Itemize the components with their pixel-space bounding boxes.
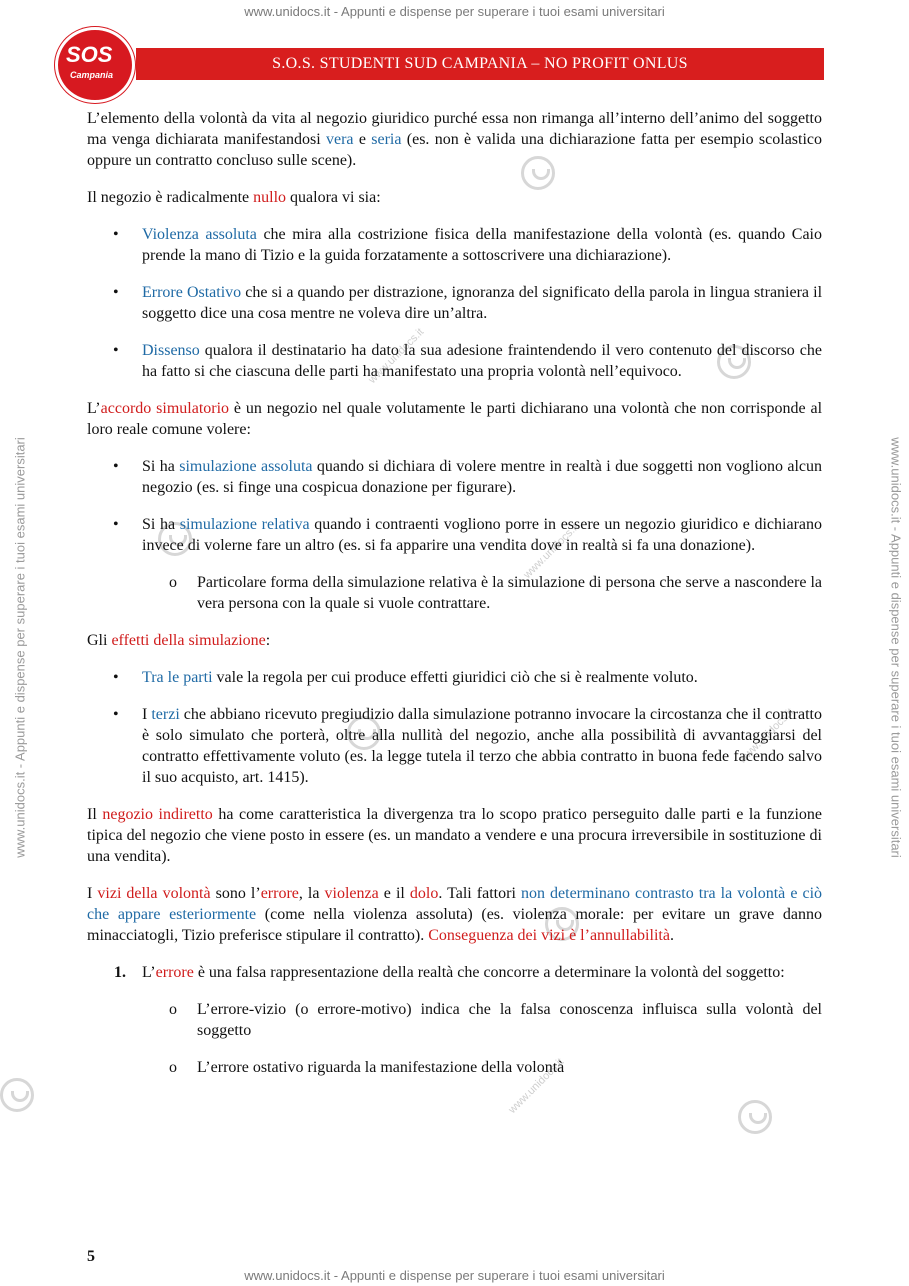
term-nullo: nullo xyxy=(253,189,287,206)
bullet-icon: • xyxy=(113,706,119,723)
term: simulazione relativa xyxy=(179,516,310,533)
sos-logo xyxy=(55,27,135,103)
text: L’errore-vizio (o errore-motivo) indica che la falsa conoscenza influisca sulla volontà del soggetto xyxy=(197,1001,822,1039)
text: che abbiano ricevuto pregiudizio dalla simulazione potranno invocare la circostanza che il contratto è solo simulato che porterà, oltre alla nullità del negozio, anche alla possibilità di avvantaggiarsi del contratto effettivamente voluto (es. la legge tutela il terzo che abbia contratto in buona fede facendo salvo il suo acquisto, art. 1415). xyxy=(142,706,823,786)
term-vizi: vizi della volontà xyxy=(97,885,211,902)
text: è un negozio nel quale volutamente le parti dichiarano una volontà che non corrisponde al loro reale comune volere: xyxy=(87,400,823,438)
text: sono l’ xyxy=(210,885,261,902)
unidocs-watermark-icon xyxy=(0,1078,34,1112)
effects-list xyxy=(87,667,822,788)
text: e il xyxy=(378,885,410,902)
watermark-diagonal: www.unidocs.it xyxy=(366,326,427,386)
text: I xyxy=(87,885,98,902)
watermark-right: www.unidocs.it - Appunti e dispense per superare i tuoi esami universitari xyxy=(888,437,904,858)
sub-list-item xyxy=(87,999,822,1041)
term: Violenza assoluta xyxy=(142,226,257,243)
bullet-icon: • xyxy=(113,516,119,533)
bullet-icon: • xyxy=(113,669,119,686)
text: vale la regola per cui produce effetti giuridici ciò che si è realmente voluto. xyxy=(212,669,698,686)
text: . Tali fattori xyxy=(438,885,521,902)
text: ha come caratteristica la divergenza tra lo scopo pratico perseguito dalle parti e la funzione tipica del negozio che viene posto in essere (es. un mandato a vendere e una procura irreversibile in sostituzione di una vendita). xyxy=(87,806,822,865)
text: che si a quando per distrazione, ignoranza del significato della parola in lingua straniera il soggetto dice una cosa mentre ne voleva dire un’altra. xyxy=(142,284,823,322)
simulation-list xyxy=(87,456,822,614)
circle-bullet-icon: o xyxy=(169,574,177,591)
highlight-text: non determinano contrasto tra la volontà e ciò che appare esteriormente xyxy=(87,885,823,923)
text: (come nella violenza assoluta) (es. violenza morale: per evitare un grave danno minacciatogli, Tizio preferisce stipulare il contratto). xyxy=(87,906,822,944)
list-item xyxy=(87,667,822,688)
header-banner: S.O.S. STUDENTI SUD CAMPANIA – NO PROFIT ONLUS xyxy=(136,48,824,80)
unidocs-watermark-icon xyxy=(738,1100,772,1134)
list-number: 1. xyxy=(114,964,126,981)
bullet-icon: • xyxy=(113,342,119,359)
term-violenza: violenza xyxy=(324,885,379,902)
text: , la xyxy=(298,885,325,902)
document-body xyxy=(87,108,822,1094)
text: Il negozio è radicalmente xyxy=(87,189,254,206)
paragraph-volonta xyxy=(87,108,822,171)
paragraph-effetti xyxy=(87,630,822,651)
term-effetti: effetti della simulazione xyxy=(111,632,266,649)
bullet-icon: • xyxy=(113,458,119,475)
page-number: 5 xyxy=(87,1248,95,1265)
term: Tra le parti xyxy=(142,669,213,686)
bullet-icon: • xyxy=(113,226,119,243)
text: L’ xyxy=(142,964,156,981)
term-errore: errore xyxy=(260,885,299,902)
text: L’ xyxy=(87,400,101,417)
term: simulazione assoluta xyxy=(179,458,313,475)
list-item xyxy=(87,282,822,324)
nullity-list xyxy=(87,224,822,382)
term-accordo-simulatorio: accordo simulatorio xyxy=(100,400,230,417)
text: Il xyxy=(87,806,103,823)
text: qualora vi sia: xyxy=(286,189,381,206)
logo-subtext: Campania xyxy=(70,70,114,80)
text: L’errore ostativo riguarda la manifestazione della volontà xyxy=(197,1059,565,1076)
paragraph-accordo xyxy=(87,398,822,440)
text: quando i contraenti vogliono porre in essere un negozio giuridico e dichiarano invece di volerne fare un altro (es. si fa apparire una vendita dove in realtà si fa una donazione). xyxy=(142,516,822,554)
text: . xyxy=(669,927,674,944)
text: : xyxy=(265,632,271,649)
watermark-left: www.unidocs.it - Appunti e dispense per superare i tuoi esami universitari xyxy=(12,437,28,858)
term: terzi xyxy=(151,706,180,723)
watermark-diagonal: www.unidocs.it xyxy=(506,1056,567,1116)
text: Particolare forma della simulazione relativa è la simulazione di persona che serve a nascondere la vera persona con la quale si vuole contrattare. xyxy=(197,574,822,612)
paragraph-nullo xyxy=(87,187,822,208)
term-seria: seria xyxy=(371,131,402,148)
text: Si ha xyxy=(142,516,180,533)
text: L’elemento della volontà da vita al negozio giuridico purché essa non rimanga all’interno dell’animo del soggetto ma venga dichiarata manifestandosi xyxy=(87,110,822,148)
sub-list-item xyxy=(87,572,822,614)
term: Errore Ostativo xyxy=(142,284,242,301)
term-dolo: dolo xyxy=(409,885,439,902)
numbered-item xyxy=(87,962,822,983)
term-negozio-indiretto: negozio indiretto xyxy=(102,806,213,823)
list-item xyxy=(87,514,822,556)
text: è una falsa rappresentazione della realtà che concorre a determinare la volontà del soggetto: xyxy=(193,964,785,981)
list-item xyxy=(87,340,822,382)
sub-list-item xyxy=(87,1057,822,1078)
text: Si ha xyxy=(142,458,180,475)
text: qualora il destinatario ha dato la sua adesione fraintendendo il vero contenuto del discorso che ha fatto si che ciascuna delle parti ha manifestato una propria volontà nell’equivoco. xyxy=(142,342,822,380)
term-vera: vera xyxy=(325,131,354,148)
bullet-icon: • xyxy=(113,284,119,301)
numbered-list xyxy=(87,962,822,1078)
text: (es. non è valida una dichiarazione fatta per esempio scolastico oppure un contratto concluso sulle scene). xyxy=(87,131,823,169)
watermark-bottom: www.unidocs.it - Appunti e dispense per superare i tuoi esami universitari xyxy=(244,1268,665,1283)
text: I xyxy=(142,706,152,723)
text: e xyxy=(353,131,372,148)
watermark-diagonal: www.unidocs.it xyxy=(521,521,582,581)
text: quando si dichiara di volere mentre in realtà i due soggetti non vogliono alcun negozio (es. si finge una cospicua donazione per figurare). xyxy=(142,458,822,496)
highlight-conseguenza: Conseguenza dei vizi è l’annullabilità xyxy=(428,927,670,944)
paragraph-negozio-indiretto xyxy=(87,804,822,867)
list-item xyxy=(87,704,822,788)
text: che mira alla costrizione fisica della manifestazione della volontà (es. quando Caio prende la mano di Tizio e la guida forzatamente a sottoscrivere una dichiarazione). xyxy=(142,226,822,264)
paragraph-vizi xyxy=(87,883,822,946)
logo-text: SOS xyxy=(66,42,113,67)
text: Gli xyxy=(87,632,112,649)
term: Dissenso xyxy=(142,342,200,359)
circle-bullet-icon: o xyxy=(169,1001,177,1018)
circle-bullet-icon: o xyxy=(169,1059,177,1076)
watermark-top: www.unidocs.it - Appunti e dispense per superare i tuoi esami universitari xyxy=(244,4,665,19)
list-item xyxy=(87,224,822,266)
list-item xyxy=(87,456,822,498)
term-errore: errore xyxy=(155,964,194,981)
watermark-diagonal: www.unidocs.it xyxy=(736,706,797,766)
